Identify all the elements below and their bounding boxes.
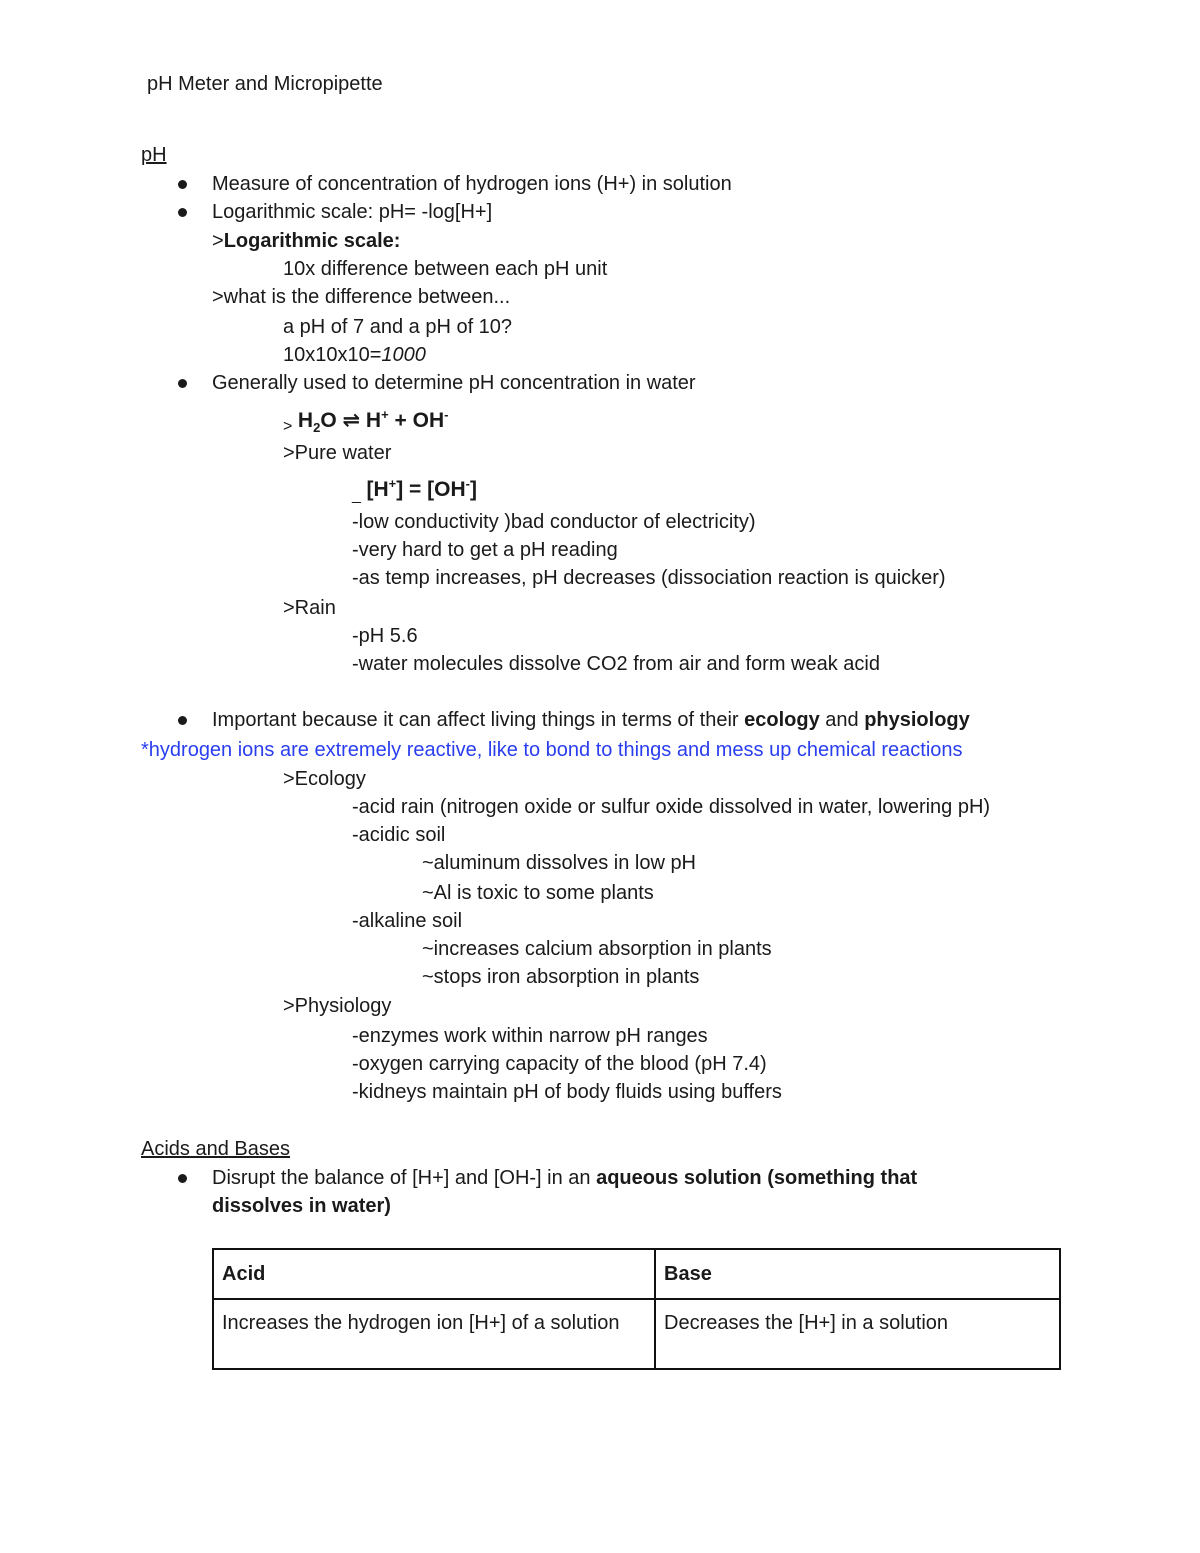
ecology-term: ecology [744, 709, 820, 731]
ecology-subitem: ~increases calcium absorption in plants [422, 938, 772, 960]
ecology-subitem: ~stops iron absorption in plants [422, 966, 700, 988]
ph-bullet-water: Generally used to determine pH concentration in water [212, 372, 696, 394]
table-header-base: Base [655, 1249, 1060, 1299]
aqueous-solution-term: aqueous solution (something that [596, 1167, 918, 1189]
eq1-o-arrow-h: O ⇌ H [320, 409, 382, 432]
acids-bases-bullet-cont: dissolves in water) [212, 1195, 391, 1217]
calc-prefix: 10x10x10= [283, 344, 382, 366]
importance-text: Important because it can affect living things in terms of their [212, 709, 745, 731]
eq1-prefix: > [283, 418, 293, 435]
log-diff-line: 10x difference between each pH unit [283, 258, 608, 280]
eq1-plus: + [381, 407, 389, 422]
eq1-oh: + OH [388, 409, 445, 432]
rain-heading: >Rain [283, 597, 336, 619]
bullet-dot [178, 379, 187, 388]
ph-bullet-log-scale: Logarithmic scale: pH= -log[H+] [212, 201, 493, 223]
ion-balance-equation [352, 472, 477, 508]
bullet-dot [178, 208, 187, 217]
table-row [213, 1299, 1060, 1369]
physiology-heading: >Physiology [283, 995, 392, 1017]
log-scale-label: Logarithmic scale: [223, 230, 401, 252]
ecology-item: -alkaline soil [352, 910, 463, 932]
bullet-dot [178, 1174, 187, 1183]
log-prefix: > [212, 230, 224, 252]
eq2-open: [H [366, 478, 389, 501]
eq1-h: H [297, 409, 314, 432]
importance-and: and [819, 709, 865, 731]
bullet-dot [178, 716, 187, 725]
question-line: >what is the difference between... [212, 286, 511, 308]
acids-bullet-text: Disrupt the balance of [H+] and [OH-] in an [212, 1167, 597, 1189]
eq2-minus: - [465, 476, 470, 491]
physiology-item: -enzymes work within narrow pH ranges [352, 1025, 708, 1047]
pure-water-item: -very hard to get a pH reading [352, 539, 618, 561]
physiology-item: -oxygen carrying capacity of the blood (pH 7.4) [352, 1053, 767, 1075]
physiology-term: physiology [864, 709, 970, 731]
table-cell-acid: Increases the hydrogen ion [H+] of a solution [213, 1299, 655, 1369]
acid-base-table [212, 1248, 1061, 1370]
bullet-dot [178, 180, 187, 189]
rain-item: -water molecules dissolve CO2 from air and form weak acid [352, 653, 880, 675]
physiology-item: -kidneys maintain pH of body fluids using buffers [352, 1081, 782, 1103]
question-cont-line: a pH of 7 and a pH of 10? [283, 316, 513, 338]
eq1-minus: - [444, 407, 449, 422]
table-cell-base: Decreases the [H+] in a solution [655, 1299, 1060, 1369]
ph-bullet-measure: Measure of concentration of hydrogen ions (H+) in solution [212, 173, 732, 195]
ecology-item: -acid rain (nitrogen oxide or sulfur oxide dissolved in water, lowering pH) [352, 796, 991, 818]
ecology-subitem: ~Al is toxic to some plants [422, 882, 654, 904]
pure-water-item: -low conductivity )bad conductor of electricity) [352, 511, 756, 533]
pure-water-item: -as temp increases, pH decreases (dissociation reaction is quicker) [352, 567, 946, 589]
eq2-plus: + [388, 476, 397, 491]
calc-result: 1000 [381, 344, 426, 366]
ecology-subitem: ~aluminum dissolves in low pH [422, 852, 697, 874]
acids-bases-bullet [212, 1166, 917, 1190]
eq2-mid: ] = [OH [396, 478, 466, 501]
table-header-row [213, 1249, 1060, 1299]
log-scale-subheading [212, 229, 400, 253]
eq1-sub-2: 2 [313, 420, 321, 436]
table-header-acid: Acid [213, 1249, 655, 1299]
hydrogen-ion-note: *hydrogen ions are extremely reactive, like to bond to things and mess up chemical reactions [141, 739, 963, 761]
calc-line [283, 343, 426, 367]
eq2-close: ] [470, 478, 477, 501]
ph-bullet-importance [212, 708, 970, 732]
ecology-heading: >Ecology [283, 768, 366, 790]
acids-bases-heading: Acids and Bases [141, 1138, 290, 1160]
eq2-prefix: _ [352, 487, 361, 504]
rain-item: -pH 5.6 [352, 625, 418, 647]
document-title: pH Meter and Micropipette [147, 73, 383, 95]
ph-heading: pH [141, 144, 167, 166]
ecology-item: -acidic soil [352, 824, 446, 846]
pure-water-heading: >Pure water [283, 442, 392, 464]
water-dissociation-equation [283, 403, 448, 440]
